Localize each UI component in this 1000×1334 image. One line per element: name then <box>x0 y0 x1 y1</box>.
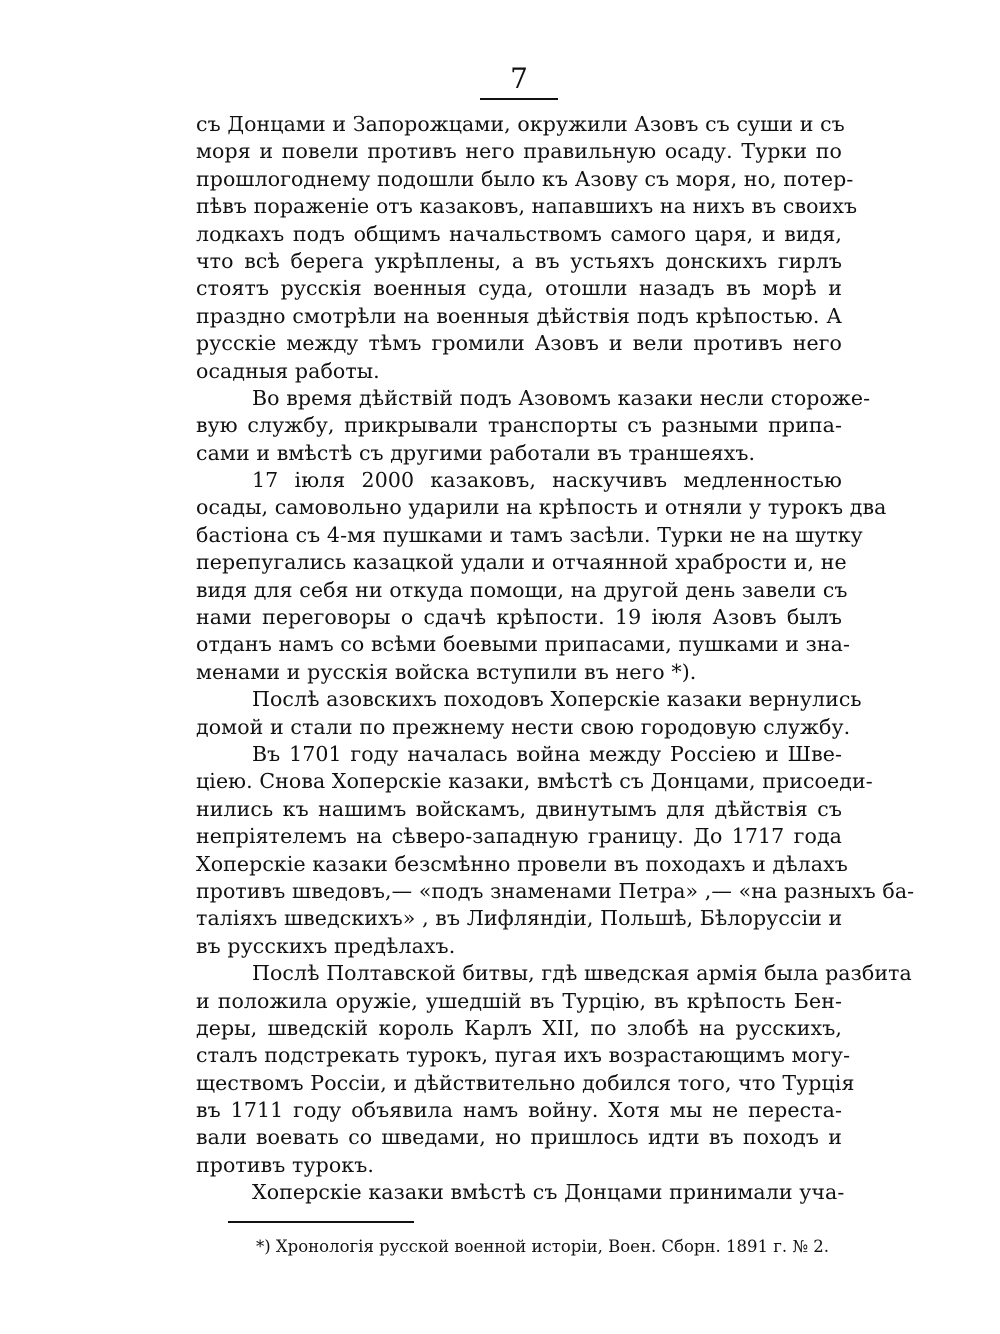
text-line: непріятелемъ на сѣверо-западную границу. До 1717 года <box>196 824 842 849</box>
text-line: сами и вмѣстѣ съ другими работали въ траншеяхъ. <box>196 440 756 465</box>
text-line: въ русскихъ предѣлахъ. <box>196 933 456 958</box>
text-line: нились къ нашимъ войскамъ, двинутымъ для дѣйствія съ <box>196 796 842 821</box>
paragraph <box>196 686 862 741</box>
text-line: съ Донцами и Запорожцами, окружили Азовъ съ суши и съ <box>196 112 845 136</box>
text-line: бастіона съ 4-мя пушками и тамъ засѣли. Турки не на шутку <box>196 522 863 547</box>
text-line: противъ турокъ. <box>196 1152 374 1177</box>
text-line: въ 1711 году объявила намъ войну. Хотя мы не переста- <box>196 1098 842 1123</box>
footnote-divider <box>228 1221 414 1223</box>
paragraph <box>196 1179 845 1206</box>
paragraph <box>196 960 912 1179</box>
text-line: отданъ намъ со всѣми боевыми припасами, пушками и зна- <box>196 632 850 657</box>
text-line: моря и повели противъ него правильную осаду. Турки по <box>196 139 842 164</box>
text-line: Послѣ Полтавской битвы, гдѣ шведская армія была разбита <box>252 961 912 986</box>
text-line: менами и русскія войска вступили въ него *). <box>196 659 697 684</box>
text-line: таліяхъ шведскихъ» , въ Лифляндіи, Польшѣ, Бѣлоруссіи и <box>196 906 843 931</box>
text-line: осады, самовольно ударили на крѣпость и отняли у турокъ два <box>196 495 887 520</box>
text-line: Въ 1701 году началась война между Россіею и Шве- <box>252 741 842 766</box>
text-line: ществомъ Россіи, и дѣйствительно добился того, что Турція <box>196 1070 855 1095</box>
text-line: деры, шведскій король Карлъ XII, по злобѣ на русскихъ, <box>196 1015 842 1040</box>
paragraph <box>196 385 871 467</box>
text-line: что всѣ берега укрѣплены, а въ устьяхъ донскихъ гирлъ <box>196 248 842 273</box>
body-text <box>196 111 915 1207</box>
text-line: Во время дѣйствій подъ Азовомъ казаки несли стороже- <box>252 385 871 410</box>
text-line: Хоперскіе казаки вмѣстѣ съ Донцами принимали уча- <box>252 1180 845 1205</box>
text-line: домой и стали по прежнему нести свою городовую службу. <box>196 714 851 739</box>
text-line: русскіе между тѣмъ громили Азовъ и вели противъ него <box>196 331 842 356</box>
text-line: лодкахъ подъ общимъ начальствомъ самого царя, и видя, <box>196 221 842 246</box>
text-line: праздно смотрѣли на военныя дѣйствія подъ крѣпостью. А <box>196 303 842 328</box>
text-line: противъ шведовъ,— «подъ знаменами Петра» ,— «на разныхъ ба- <box>196 878 915 903</box>
text-line: перепугались казацкой удали и отчаянной храбрости и, не <box>196 550 847 575</box>
text-line: ціею. Снова Хоперскіе казаки, вмѣстѣ съ Донцами, присоеди- <box>196 769 873 794</box>
text-line: вали воевать со шведами, но пришлось идти въ походъ и <box>196 1125 842 1150</box>
text-line: прошлогоднему подошли было къ Азову съ моря, но, потер- <box>196 166 854 191</box>
footnote: *) Хронологія русской военной исторіи, Воен. Сборн. 1891 г. № 2. <box>256 1237 829 1256</box>
text-line: Послѣ азовскихъ походовъ Хоперскіе казаки вернулись <box>252 687 862 712</box>
text-line: нами переговоры о сдачѣ крѣпости. 19 іюля Азовъ былъ <box>196 605 842 630</box>
text-line: пѣвъ пораженіе отъ казаковъ, напавшихъ на нихъ въ своихъ <box>196 194 858 219</box>
paragraph <box>196 467 887 686</box>
text-line: сталъ подстрекать турокъ, пугая ихъ возрастающимъ могу- <box>196 1043 851 1068</box>
text-line: осадныя работы. <box>196 358 380 383</box>
text-line: Хоперскіе казаки безсмѣнно провели въ походахъ и дѣлахъ <box>196 851 848 876</box>
paragraph <box>196 741 915 960</box>
text-line: вую службу, прикрывали транспорты съ разными припа- <box>196 413 842 438</box>
text-line: 17 іюля 2000 казаковъ, наскучивъ медленностью <box>252 468 842 493</box>
text-line: видя для себя ни откуда помощи, на другой день завели съ <box>196 577 848 602</box>
text-line: и положила оружіе, ушедшій въ Турцію, въ крѣпость Бен- <box>196 988 842 1013</box>
paragraph <box>196 111 858 385</box>
page-number: 7 <box>480 62 558 100</box>
text-line: стоятъ русскія военныя суда, отошли назадъ въ морѣ и <box>196 276 842 301</box>
